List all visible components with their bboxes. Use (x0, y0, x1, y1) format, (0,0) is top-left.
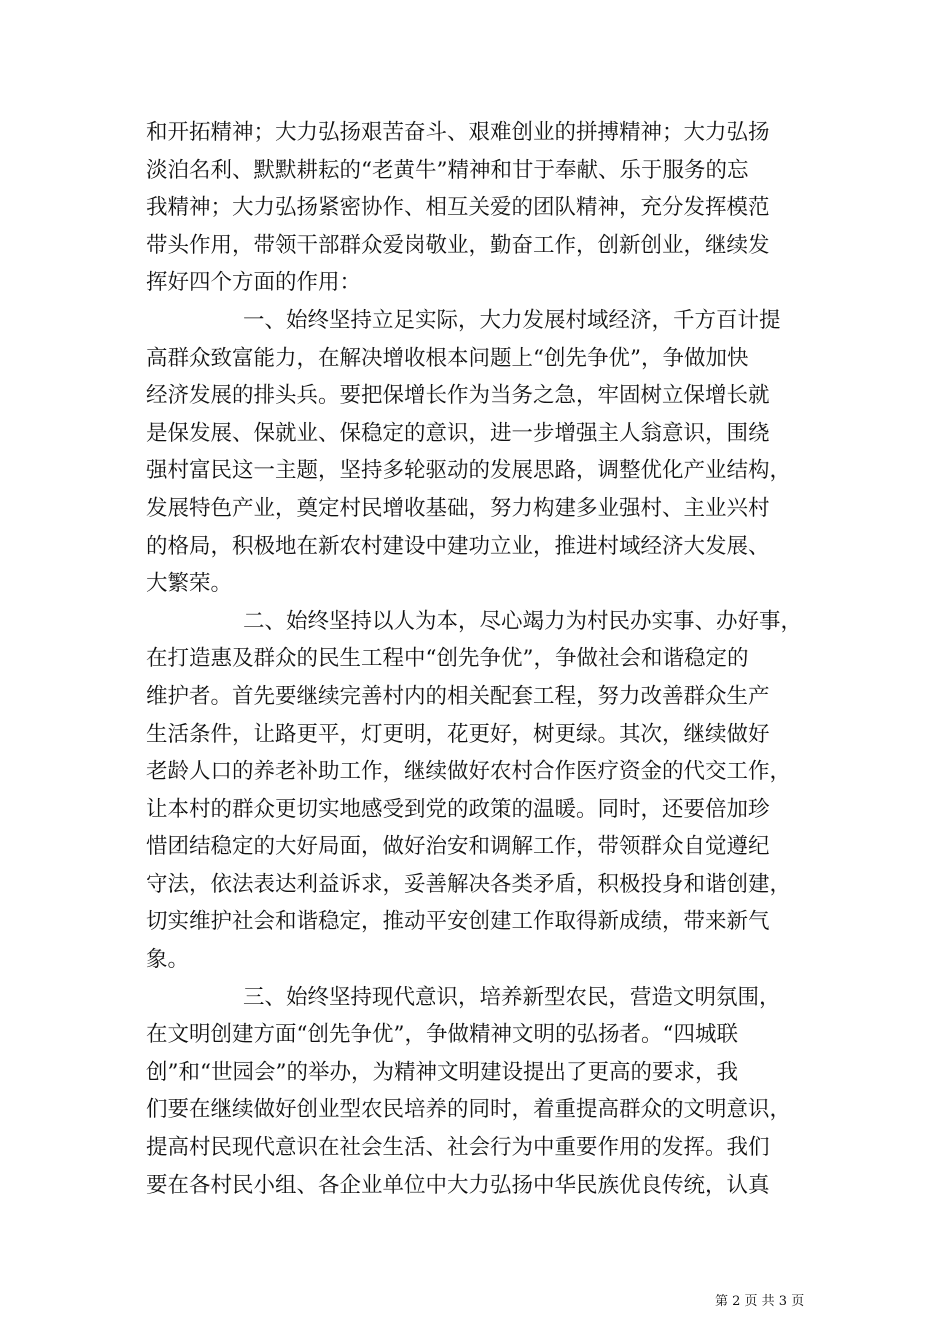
paragraph-2-first-line: 二、始终坚持以人为本，尽心竭力为村民办实事、办好事， (243, 608, 803, 634)
body-text (146, 114, 806, 1204)
text-line: 老龄人口的养老补助工作，继续做好农村合作医疗资金的代交工作， (146, 759, 792, 785)
paragraph-1-first-line: 一、始终坚持立足实际，大力发展村域经济，千方百计提 (243, 307, 781, 333)
text-line: 我精神；大力弘扬紧密协作、相互关爱的团队精神，充分发挥模范 (146, 195, 770, 221)
text-line: 强村富民这一主题，坚持多轮驱动的发展思路，调整优化产业结构， (146, 458, 792, 484)
text-line: 挥好四个方面的作用： (146, 270, 362, 296)
text-line: 在打造惠及群众的民生工程中“创先争优”，争做社会和谐稳定的 (146, 646, 749, 672)
text-line: 是保发展、保就业、保稳定的意识，进一步增强主人翁意识，围绕 (146, 420, 770, 446)
text-line: 和开拓精神；大力弘扬艰苦奋斗、艰难创业的拼搏精神；大力弘扬 (146, 120, 770, 145)
text-line: 们要在继续做好创业型农民培养的同时，着重提高群众的文明意识， (146, 1097, 792, 1123)
text-line: 守法，依法表达利益诉求，妥善解决各类矛盾，积极投身和谐创建， (146, 871, 792, 897)
text-line: 发展特色产业，奠定村民增收基础，努力构建多业强村、主业兴村 (146, 495, 770, 521)
text-line: 创”和“世园会”的举办，为精神文明建设提出了更高的要求，我 (146, 1059, 738, 1085)
page-number-footer: 第 2 页 共 3 页 (715, 1294, 805, 1309)
text-line: 在文明创建方面“创先争优”，争做精神文明的弘扬者。“四城联 (146, 1022, 738, 1048)
text-line: 让本村的群众更切实地感受到党的政策的温暖。同时，还要倍加珍 (146, 796, 770, 822)
text-line: 经济发展的排头兵。要把保增长作为当务之急，牢固树立保增长就 (146, 383, 770, 409)
text-line: 要在各村民小组、各企业单位中大力弘扬中华民族优良传统，认真 (146, 1172, 770, 1198)
text-line: 惜团结稳定的大好局面，做好治安和调解工作，带领群众自觉遵纪 (146, 834, 770, 860)
text-line: 生活条件，让路更平，灯更明，花更好，树更绿。其次，继续做好 (146, 721, 770, 747)
text-line: 维护者。首先要继续完善村内的相关配套工程，努力改善群众生产 (146, 683, 770, 709)
text-line: 淡泊名利、默默耕耘的“老黄牛”精神和甘于奉献、乐于服务的忘 (146, 157, 749, 183)
text-line: 大繁荣。 (146, 571, 233, 597)
text-line: 象。 (146, 947, 190, 973)
text-line: 提高村民现代意识在社会生活、社会行为中重要作用的发挥。我们 (146, 1135, 770, 1161)
text-line: 的格局，积极地在新农村建设中建功立业，推进村域经济大发展、 (146, 533, 770, 559)
paragraph-3-first-line: 三、始终坚持现代意识，培养新型农民，营造文明氛围， (243, 984, 781, 1010)
text-line: 带头作用，带领干部群众爱岗敬业，勤奋工作，创新创业，继续发 (146, 232, 770, 258)
text-line: 切实维护社会和谐稳定，推动平安创建工作取得新成绩，带来新气 (146, 909, 770, 935)
text-line: 高群众致富能力，在解决增收根本问题上“创先争优”，争做加快 (146, 345, 749, 371)
